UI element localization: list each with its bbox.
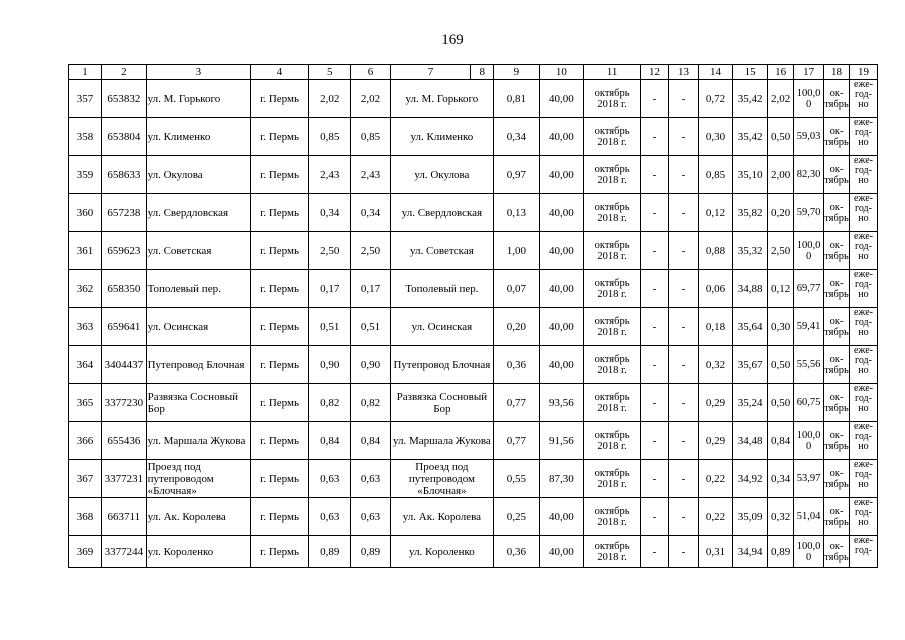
object-name-cell: ул. Советская <box>146 232 250 270</box>
value-cell: 0,63 <box>351 460 390 498</box>
value-cell: 35,67 <box>733 346 768 384</box>
segment-name-cell: ул. Ак. Королева <box>390 498 493 536</box>
header-cell: 5 <box>308 65 350 80</box>
object-name-cell: ул. Ак. Королева <box>146 498 250 536</box>
dash-cell: - <box>641 498 669 536</box>
segment-name-cell: Путепровод Блочная <box>390 346 493 384</box>
frequency-cell: еже- год- но <box>849 194 877 232</box>
value-cell: 0,34 <box>351 194 390 232</box>
value-cell: 40,00 <box>539 80 583 118</box>
month-cell: октябрь 2018 г. <box>584 80 641 118</box>
segment-name-cell: ул. М. Горького <box>390 80 493 118</box>
value-cell: 35,32 <box>733 232 768 270</box>
table-row <box>69 270 878 308</box>
value-cell: 0,84 <box>351 422 390 460</box>
header-cell: 17 <box>794 65 824 80</box>
header-cell: 15 <box>733 65 768 80</box>
header-cell: 1 <box>69 65 102 80</box>
value-cell: 0,22 <box>698 460 732 498</box>
row-number-cell: 358 <box>69 118 102 156</box>
city-cell: г. Пермь <box>251 346 309 384</box>
value-cell: 0,90 <box>308 346 350 384</box>
frequency-cell: еже- год- но <box>849 346 877 384</box>
value-cell: 0,32 <box>768 498 794 536</box>
value-cell: 34,92 <box>733 460 768 498</box>
value-cell: 0,89 <box>351 536 390 568</box>
dash-cell: - <box>668 156 698 194</box>
month-short-cell: ок- тябрь <box>824 460 850 498</box>
dash-cell: - <box>668 536 698 568</box>
month-short-cell: ок- тябрь <box>824 346 850 384</box>
value-cell: 93,56 <box>539 384 583 422</box>
header-cell: 13 <box>668 65 698 80</box>
code-cell: 659623 <box>102 232 146 270</box>
object-name-cell: ул. Осинская <box>146 308 250 346</box>
segment-name-cell: ул. Свердловская <box>390 194 493 232</box>
dash-cell: - <box>668 346 698 384</box>
value-cell: 0,30 <box>698 118 732 156</box>
row-number-cell: 363 <box>69 308 102 346</box>
value-cell: 87,30 <box>539 460 583 498</box>
value-cell: 0,89 <box>308 536 350 568</box>
value-cell: 2,43 <box>351 156 390 194</box>
row-number-cell: 367 <box>69 460 102 498</box>
table-row <box>69 118 878 156</box>
value-cell: 0,34 <box>308 194 350 232</box>
table-row <box>69 536 878 568</box>
header-cell: 8 <box>471 65 494 80</box>
object-name-cell: Развязка Сосновый Бор <box>146 384 250 422</box>
code-cell: 655436 <box>102 422 146 460</box>
value-cell: 34,48 <box>733 422 768 460</box>
row-number-cell: 364 <box>69 346 102 384</box>
city-cell: г. Пермь <box>251 498 309 536</box>
value-cell: 0,77 <box>494 384 540 422</box>
value-cell: 0,51 <box>351 308 390 346</box>
value-cell: 0,89 <box>768 536 794 568</box>
month-cell: октябрь 2018 г. <box>584 270 641 308</box>
table-row <box>69 346 878 384</box>
segment-name-cell: ул. Клименко <box>390 118 493 156</box>
value-cell: 0,12 <box>698 194 732 232</box>
month-short-cell: ок- тябрь <box>824 232 850 270</box>
value-cell: 0,50 <box>768 384 794 422</box>
row-number-cell: 359 <box>69 156 102 194</box>
segment-name-cell: ул. Советская <box>390 232 493 270</box>
row-number-cell: 357 <box>69 80 102 118</box>
table-row <box>69 232 878 270</box>
object-name-cell: Проезд под путепроводом «Блочная» <box>146 460 250 498</box>
month-cell: октябрь 2018 г. <box>584 118 641 156</box>
value-cell: 0,97 <box>494 156 540 194</box>
table-row <box>69 422 878 460</box>
value-cell: 0,36 <box>494 536 540 568</box>
segment-name-cell: Тополевый пер. <box>390 270 493 308</box>
row-number-cell: 366 <box>69 422 102 460</box>
month-short-cell: ок- тябрь <box>824 156 850 194</box>
value-cell: 34,94 <box>733 536 768 568</box>
value-cell: 0,20 <box>768 194 794 232</box>
dash-cell: - <box>641 194 669 232</box>
value-cell: 2,02 <box>351 80 390 118</box>
table-row <box>69 384 878 422</box>
value-cell: 2,02 <box>768 80 794 118</box>
value-cell: 0,32 <box>698 346 732 384</box>
city-cell: г. Пермь <box>251 232 309 270</box>
value-cell: 0,85 <box>698 156 732 194</box>
city-cell: г. Пермь <box>251 460 309 498</box>
month-cell: октябрь 2018 г. <box>584 536 641 568</box>
dash-cell: - <box>641 536 669 568</box>
value-cell: 0,36 <box>494 346 540 384</box>
month-short-cell: ок- тябрь <box>824 422 850 460</box>
value-cell: 40,00 <box>539 156 583 194</box>
value-cell: 0,12 <box>768 270 794 308</box>
value-cell: 40,00 <box>539 498 583 536</box>
header-cell: 11 <box>584 65 641 80</box>
percent-cell: 100,0 0 <box>794 536 824 568</box>
month-cell: октябрь 2018 г. <box>584 498 641 536</box>
city-cell: г. Пермь <box>251 384 309 422</box>
percent-cell: 100,0 0 <box>794 422 824 460</box>
percent-cell: 59,70 <box>794 194 824 232</box>
month-short-cell: ок- тябрь <box>824 536 850 568</box>
value-cell: 40,00 <box>539 118 583 156</box>
code-cell: 3377244 <box>102 536 146 568</box>
value-cell: 0,63 <box>308 460 350 498</box>
value-cell: 0,72 <box>698 80 732 118</box>
value-cell: 0,82 <box>308 384 350 422</box>
dash-cell: - <box>641 118 669 156</box>
segment-name-cell: ул. Осинская <box>390 308 493 346</box>
value-cell: 40,00 <box>539 232 583 270</box>
percent-cell: 100,0 0 <box>794 232 824 270</box>
percent-cell: 55,56 <box>794 346 824 384</box>
value-cell: 0,07 <box>494 270 540 308</box>
dash-cell: - <box>641 308 669 346</box>
value-cell: 0,34 <box>768 460 794 498</box>
page-number: 169 <box>441 32 464 48</box>
row-number-cell: 360 <box>69 194 102 232</box>
dash-cell: - <box>641 422 669 460</box>
frequency-cell: еже- год- но <box>849 308 877 346</box>
dash-cell: - <box>641 384 669 422</box>
header-cell: 12 <box>641 65 669 80</box>
city-cell: г. Пермь <box>251 536 309 568</box>
frequency-cell: еже- год- но <box>849 80 877 118</box>
header-cell: 3 <box>146 65 250 80</box>
percent-cell: 53,97 <box>794 460 824 498</box>
code-cell: 3404437 <box>102 346 146 384</box>
month-short-cell: ок- тябрь <box>824 308 850 346</box>
value-cell: 35,42 <box>733 80 768 118</box>
dash-cell: - <box>668 118 698 156</box>
value-cell: 40,00 <box>539 536 583 568</box>
code-cell: 663711 <box>102 498 146 536</box>
object-name-cell: Путепровод Блочная <box>146 346 250 384</box>
month-cell: октябрь 2018 г. <box>584 384 641 422</box>
value-cell: 0,84 <box>768 422 794 460</box>
value-cell: 2,43 <box>308 156 350 194</box>
value-cell: 0,50 <box>768 346 794 384</box>
frequency-cell: еже- год- но <box>849 498 877 536</box>
value-cell: 0,77 <box>494 422 540 460</box>
value-cell: 0,85 <box>351 118 390 156</box>
frequency-cell: еже- год- <box>849 536 877 568</box>
row-number-cell: 362 <box>69 270 102 308</box>
value-cell: 0,85 <box>308 118 350 156</box>
value-cell: 2,50 <box>308 232 350 270</box>
table-row <box>69 80 878 118</box>
month-cell: октябрь 2018 г. <box>584 460 641 498</box>
value-cell: 0,63 <box>351 498 390 536</box>
value-cell: 0,90 <box>351 346 390 384</box>
city-cell: г. Пермь <box>251 156 309 194</box>
frequency-cell: еже- год- но <box>849 384 877 422</box>
segment-name-cell: Проезд под путепроводом «Блочная» <box>390 460 493 498</box>
value-cell: 2,50 <box>351 232 390 270</box>
value-cell: 40,00 <box>539 194 583 232</box>
month-cell: октябрь 2018 г. <box>584 308 641 346</box>
city-cell: г. Пермь <box>251 422 309 460</box>
object-name-cell: ул. М. Горького <box>146 80 250 118</box>
percent-cell: 59,41 <box>794 308 824 346</box>
value-cell: 35,42 <box>733 118 768 156</box>
header-cell: 14 <box>698 65 732 80</box>
city-cell: г. Пермь <box>251 118 309 156</box>
city-cell: г. Пермь <box>251 270 309 308</box>
segment-name-cell: ул. Маршала Жукова <box>390 422 493 460</box>
value-cell: 0,82 <box>351 384 390 422</box>
object-name-cell: ул. Маршала Жукова <box>146 422 250 460</box>
month-short-cell: ок- тябрь <box>824 80 850 118</box>
percent-cell: 51,04 <box>794 498 824 536</box>
code-cell: 653832 <box>102 80 146 118</box>
segment-name-cell: ул. Короленко <box>390 536 493 568</box>
value-cell: 0,17 <box>308 270 350 308</box>
value-cell: 2,02 <box>308 80 350 118</box>
value-cell: 0,81 <box>494 80 540 118</box>
header-cell: 2 <box>102 65 146 80</box>
row-number-cell: 365 <box>69 384 102 422</box>
value-cell: 2,50 <box>768 232 794 270</box>
city-cell: г. Пермь <box>251 308 309 346</box>
value-cell: 35,24 <box>733 384 768 422</box>
dash-cell: - <box>668 232 698 270</box>
header-cell: 10 <box>539 65 583 80</box>
value-cell: 0,29 <box>698 384 732 422</box>
header-cell: 19 <box>849 65 877 80</box>
value-cell: 0,13 <box>494 194 540 232</box>
dash-cell: - <box>641 80 669 118</box>
month-cell: октябрь 2018 г. <box>584 194 641 232</box>
table-row <box>69 460 878 498</box>
value-cell: 0,18 <box>698 308 732 346</box>
object-name-cell: ул. Окулова <box>146 156 250 194</box>
value-cell: 0,84 <box>308 422 350 460</box>
month-cell: октябрь 2018 г. <box>584 156 641 194</box>
dash-cell: - <box>668 498 698 536</box>
value-cell: 0,50 <box>768 118 794 156</box>
value-cell: 40,00 <box>539 346 583 384</box>
value-cell: 40,00 <box>539 270 583 308</box>
dash-cell: - <box>668 80 698 118</box>
value-cell: 0,30 <box>768 308 794 346</box>
percent-cell: 100,0 0 <box>794 80 824 118</box>
month-short-cell: ок- тябрь <box>824 118 850 156</box>
code-cell: 659641 <box>102 308 146 346</box>
code-cell: 653804 <box>102 118 146 156</box>
value-cell: 0,06 <box>698 270 732 308</box>
value-cell: 40,00 <box>539 308 583 346</box>
dash-cell: - <box>641 346 669 384</box>
code-cell: 658350 <box>102 270 146 308</box>
frequency-cell: еже- год- но <box>849 422 877 460</box>
frequency-cell: еже- год- но <box>849 232 877 270</box>
code-cell: 658633 <box>102 156 146 194</box>
object-name-cell: Тополевый пер. <box>146 270 250 308</box>
header-row <box>69 65 878 80</box>
dash-cell: - <box>668 384 698 422</box>
month-short-cell: ок- тябрь <box>824 194 850 232</box>
value-cell: 1,00 <box>494 232 540 270</box>
table-row <box>69 308 878 346</box>
percent-cell: 69,77 <box>794 270 824 308</box>
value-cell: 35,82 <box>733 194 768 232</box>
frequency-cell: еже- год- но <box>849 118 877 156</box>
code-cell: 3377231 <box>102 460 146 498</box>
value-cell: 0,25 <box>494 498 540 536</box>
value-cell: 0,55 <box>494 460 540 498</box>
value-cell: 0,51 <box>308 308 350 346</box>
value-cell: 35,10 <box>733 156 768 194</box>
dash-cell: - <box>668 308 698 346</box>
header-cell: 9 <box>494 65 540 80</box>
header-cell: 6 <box>351 65 390 80</box>
month-cell: октябрь 2018 г. <box>584 422 641 460</box>
row-number-cell: 369 <box>69 536 102 568</box>
segment-name-cell: ул. Окулова <box>390 156 493 194</box>
month-cell: октябрь 2018 г. <box>584 346 641 384</box>
value-cell: 35,09 <box>733 498 768 536</box>
frequency-cell: еже- год- но <box>849 156 877 194</box>
month-short-cell: ок- тябрь <box>824 384 850 422</box>
data-table <box>68 64 878 568</box>
header-cell: 7 <box>390 65 471 80</box>
dash-cell: - <box>668 270 698 308</box>
code-cell: 657238 <box>102 194 146 232</box>
code-cell: 3377230 <box>102 384 146 422</box>
object-name-cell: ул. Короленко <box>146 536 250 568</box>
dash-cell: - <box>641 156 669 194</box>
value-cell: 0,22 <box>698 498 732 536</box>
object-name-cell: ул. Клименко <box>146 118 250 156</box>
month-cell: октябрь 2018 г. <box>584 232 641 270</box>
frequency-cell: еже- год- но <box>849 460 877 498</box>
dash-cell: - <box>641 460 669 498</box>
dash-cell: - <box>641 270 669 308</box>
segment-name-cell: Развязка Сосновый Бор <box>390 384 493 422</box>
header-cell: 16 <box>768 65 794 80</box>
row-number-cell: 368 <box>69 498 102 536</box>
dash-cell: - <box>668 460 698 498</box>
dash-cell: - <box>641 232 669 270</box>
percent-cell: 60,75 <box>794 384 824 422</box>
city-cell: г. Пермь <box>251 80 309 118</box>
month-short-cell: ок- тябрь <box>824 270 850 308</box>
city-cell: г. Пермь <box>251 194 309 232</box>
value-cell: 0,31 <box>698 536 732 568</box>
table-row <box>69 156 878 194</box>
value-cell: 91,56 <box>539 422 583 460</box>
percent-cell: 82,30 <box>794 156 824 194</box>
table-row <box>69 194 878 232</box>
value-cell: 2,00 <box>768 156 794 194</box>
value-cell: 0,88 <box>698 232 732 270</box>
value-cell: 0,17 <box>351 270 390 308</box>
value-cell: 0,63 <box>308 498 350 536</box>
object-name-cell: ул. Свердловская <box>146 194 250 232</box>
header-cell: 18 <box>824 65 850 80</box>
table-row <box>69 498 878 536</box>
value-cell: 35,64 <box>733 308 768 346</box>
dash-cell: - <box>668 194 698 232</box>
frequency-cell: еже- год- но <box>849 270 877 308</box>
value-cell: 0,29 <box>698 422 732 460</box>
row-number-cell: 361 <box>69 232 102 270</box>
value-cell: 34,88 <box>733 270 768 308</box>
value-cell: 0,34 <box>494 118 540 156</box>
dash-cell: - <box>668 422 698 460</box>
value-cell: 0,20 <box>494 308 540 346</box>
percent-cell: 59,03 <box>794 118 824 156</box>
month-short-cell: ок- тябрь <box>824 498 850 536</box>
header-cell: 4 <box>251 65 309 80</box>
